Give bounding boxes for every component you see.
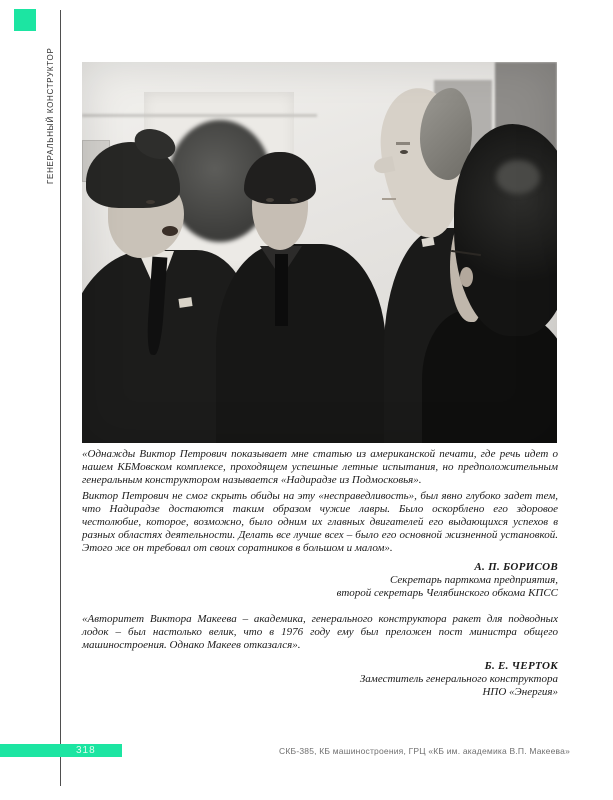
photo-man-right-suit xyxy=(422,310,557,443)
photo-man-tall-eye xyxy=(400,150,408,154)
photo-man-tall-mouth xyxy=(382,198,396,200)
attribution-role: НПО «Энергия» xyxy=(482,686,558,698)
photo-man-right-ear xyxy=(460,267,473,287)
attribution-block-chertok xyxy=(82,660,558,699)
photo-man-left-suit xyxy=(82,250,254,443)
photo-picture-frame-top-right-1 xyxy=(434,80,492,202)
photo-man-right-cheek xyxy=(450,212,484,322)
quote-paragraph: «Авторитет Виктора Макеева – академика, генерального конструктора ракет для подводных лодок – был настолько велик, что в 1976 году ему был преложен пост министра общего машиностроения. Однако Макеев отказался». xyxy=(82,613,558,651)
photo-man-center-tie xyxy=(275,254,288,326)
photo-wall-panel xyxy=(144,92,294,272)
photo-man-center-shirt xyxy=(260,246,302,278)
photo-picture-frame-left xyxy=(82,140,110,182)
photo-man-center-face xyxy=(252,174,308,250)
photo-man-right-bald-crown xyxy=(496,160,540,194)
photo-round-portrait xyxy=(168,120,272,242)
attribution-role: Секретарь парткома предприятия, xyxy=(390,574,558,586)
attribution-role: Заместитель генерального конструктора xyxy=(359,673,558,685)
photo-man-tall-brow xyxy=(396,142,410,145)
photo-man-left-hair-tuft xyxy=(130,124,179,165)
photo-man-left-hair xyxy=(86,142,180,208)
attribution-block-borisov xyxy=(82,561,558,600)
photo-man-center-eyes xyxy=(266,198,274,202)
photo-wall-shelf-line xyxy=(82,114,317,117)
chapter-marker-square xyxy=(14,9,36,31)
photo-man-left-shirt xyxy=(138,251,174,295)
page-number-bar xyxy=(0,744,122,757)
footer-credit: СКБ-385, КБ машиностроения, ГРЦ «КБ им. академика В.П. Макеева» xyxy=(279,746,570,756)
photo-man-left-eye xyxy=(146,200,155,204)
margin-vertical-rule xyxy=(60,10,61,786)
quote-text-column xyxy=(82,448,558,699)
attribution-name: А. П. БОРИСОВ xyxy=(474,561,558,573)
photo-man-tall-hair xyxy=(420,88,472,180)
quote-paragraph: Виктор Петрович не смог скрыть обиды на эту «несправедливость», был явно глубоко задет тем, что Надирадзе достаются таким образом чужие лавры. Было оскорблено его здоровое честолюбие, которое, возможно, было одним их главных двигателей его выдающихся успехов в разных областях деятельности. Делать все лучше всех – было его основной жизненной установкой. Этого же он требовал от своих соратников в большом и малом». xyxy=(82,490,558,554)
photo-man-left-tie xyxy=(146,257,168,356)
attribution-role: второй секретарь Челябинского обкома КПСС xyxy=(336,587,558,599)
photo-man-right-hair xyxy=(454,124,557,336)
photo-man-tall-suit xyxy=(384,228,526,443)
photo-man-center-suit xyxy=(216,244,386,443)
photo-man-tall-nose xyxy=(373,156,396,175)
photo-picture-frame-top-right-2 xyxy=(495,62,557,230)
quote-paragraph: «Однажды Виктор Петрович показывает мне статью из американской печати, где речь идет о нашем КБМовском комплексе, проходящем успешные летные испытания, но предположительным генеральным конструктором называется «Надирадзе из Подмосковья». xyxy=(82,448,558,486)
photo-man-tall-face xyxy=(377,85,469,240)
photo-man-center-hair xyxy=(244,152,316,204)
photo-man-left-lapel-badge xyxy=(178,297,192,308)
group-photo xyxy=(82,62,557,443)
photo-man-tall-collar xyxy=(421,237,434,247)
photo-man-left-face xyxy=(108,174,184,258)
photo-man-left-mouth xyxy=(162,226,178,236)
page-number: 318 xyxy=(76,745,96,756)
chapter-sidebar-label: ГЕНЕРАЛЬНЫЙ КОНСТРУКТОР xyxy=(46,47,55,184)
photo-man-right-glasses-temple xyxy=(451,250,481,256)
attribution-name: Б. Е. ЧЕРТОК xyxy=(484,660,558,672)
